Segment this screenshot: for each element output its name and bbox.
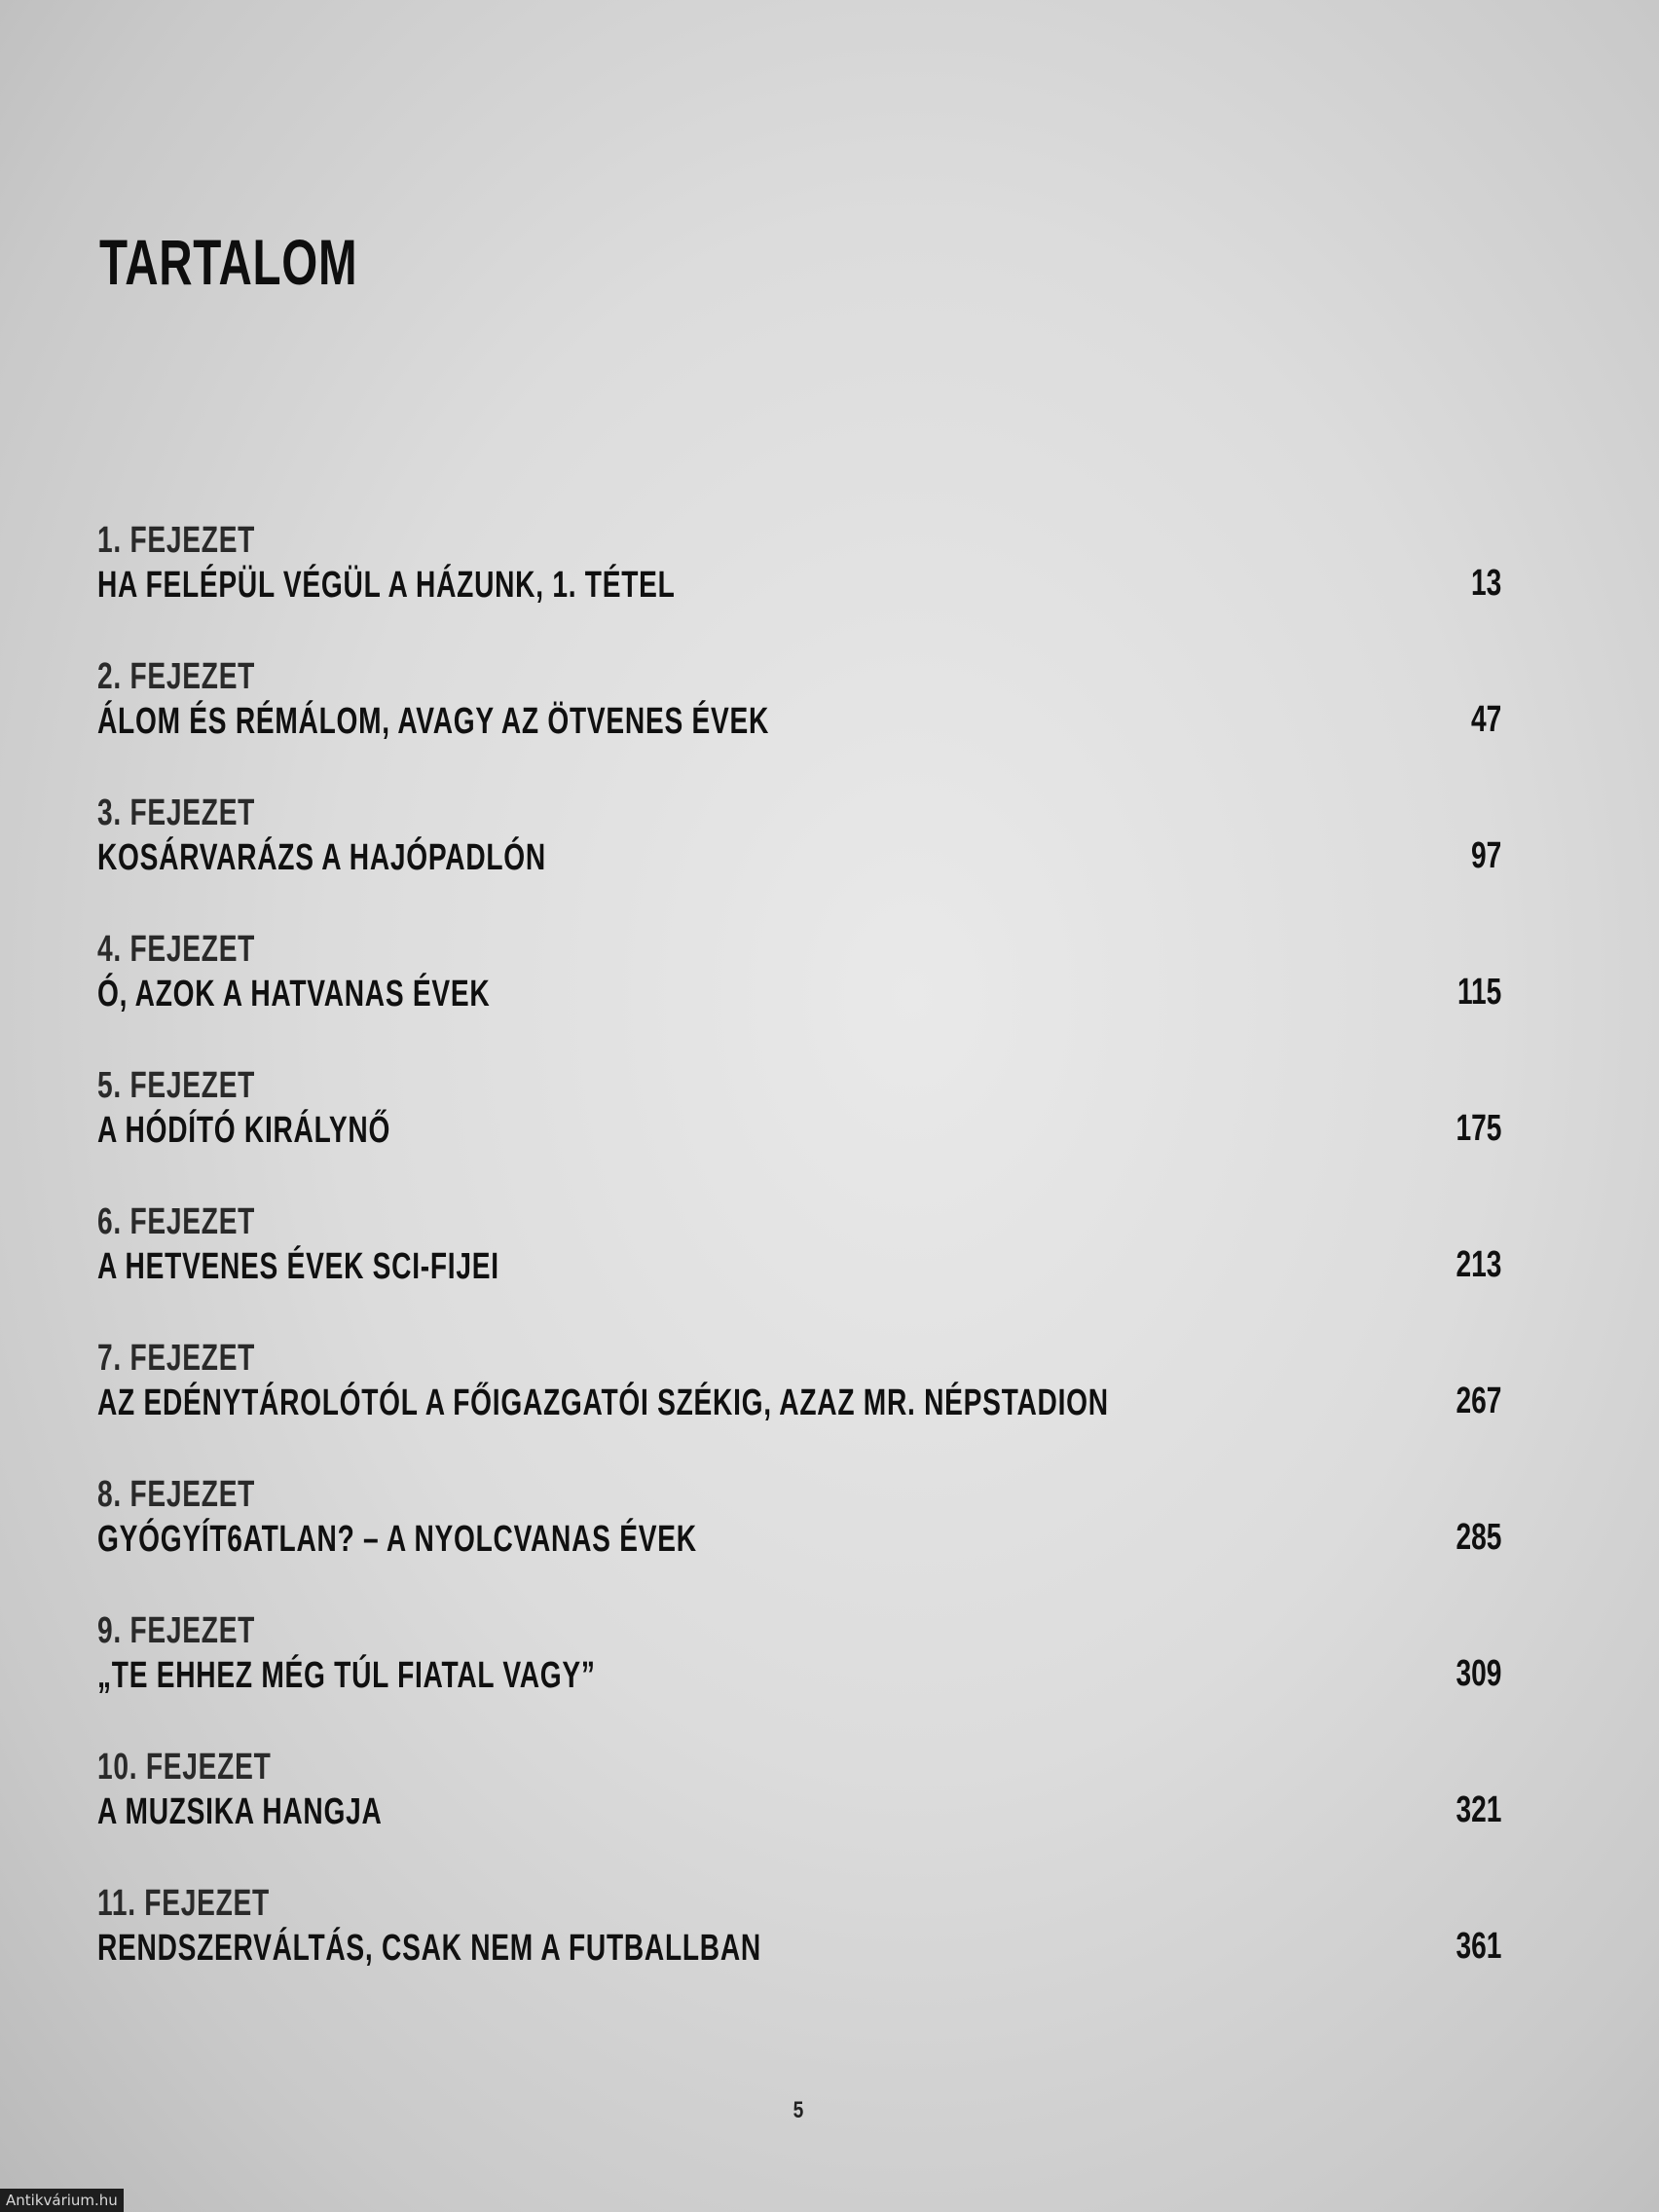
toc-entry — [97, 927, 1501, 1063]
chapter-page-number: 285 — [1456, 1517, 1501, 1558]
toc-entry — [97, 1336, 1501, 1472]
chapter-title: AZ EDÉNYTÁROLÓTÓL A FŐIGAZGATÓI SZÉKIG, AZAZ MR. NÉPSTADION — [97, 1382, 1109, 1423]
chapter-page-number: 309 — [1456, 1653, 1501, 1694]
chapter-number: 6. FEJEZET — [97, 1201, 256, 1242]
chapter-page-number: 13 — [1470, 563, 1501, 604]
chapter-page-number: 115 — [1456, 972, 1501, 1013]
chapter-number: 2. FEJEZET — [97, 656, 256, 697]
chapter-page-number: 213 — [1456, 1244, 1501, 1285]
table-of-contents — [97, 518, 1501, 2017]
chapter-page-number: 97 — [1470, 835, 1501, 876]
toc-entry — [97, 1199, 1501, 1336]
chapter-number: 1. FEJEZET — [97, 520, 256, 561]
chapter-number: 5. FEJEZET — [97, 1065, 256, 1106]
toc-entry — [97, 518, 1501, 654]
toc-entry — [97, 1608, 1501, 1745]
chapter-number: 4. FEJEZET — [97, 929, 256, 970]
chapter-title: ÁLOM ÉS RÉMÁLOM, AVAGY AZ ÖTVENES ÉVEK — [97, 701, 770, 742]
chapter-title: A HETVENES ÉVEK SCI-FIJEI — [97, 1246, 499, 1287]
page-number: 5 — [793, 2097, 804, 2123]
toc-entry — [97, 1063, 1501, 1199]
chapter-page-number: 175 — [1456, 1108, 1501, 1149]
chapter-page-number: 267 — [1456, 1381, 1501, 1421]
chapter-number: 8. FEJEZET — [97, 1474, 256, 1515]
chapter-page-number: 47 — [1470, 699, 1501, 740]
chapter-page-number: 361 — [1456, 1926, 1501, 1967]
watermark: Antikvárium.hu — [0, 2189, 124, 2212]
toc-entry — [97, 1472, 1501, 1608]
chapter-number: 10. FEJEZET — [97, 1747, 272, 1788]
chapter-title: GYÓGYÍT6ATLAN? – A NYOLCVANAS ÉVEK — [97, 1519, 697, 1560]
chapter-page-number: 321 — [1456, 1789, 1501, 1830]
chapter-title: A MUZSIKA HANGJA — [97, 1791, 383, 1832]
page-title: TARTALOM — [99, 226, 358, 298]
chapter-title: RENDSZERVÁLTÁS, CSAK NEM A FUTBALLBAN — [97, 1928, 761, 1969]
chapter-number: 3. FEJEZET — [97, 793, 256, 833]
chapter-number: 9. FEJEZET — [97, 1610, 256, 1651]
chapter-title: Ó, AZOK A HATVANAS ÉVEK — [97, 974, 491, 1014]
chapter-number: 7. FEJEZET — [97, 1338, 256, 1379]
chapter-number: 11. FEJEZET — [97, 1883, 270, 1924]
toc-entry — [97, 791, 1501, 927]
toc-entry — [97, 654, 1501, 791]
chapter-title: HA FELÉPÜL VÉGÜL A HÁZUNK, 1. TÉTEL — [97, 565, 676, 606]
chapter-title: KOSÁRVARÁZS A HAJÓPADLÓN — [97, 837, 546, 878]
chapter-title: „TE EHHEZ MÉG TÚL FIATAL VAGY” — [97, 1655, 596, 1696]
chapter-title: A HÓDÍTÓ KIRÁLYNŐ — [97, 1110, 391, 1151]
toc-entry — [97, 1881, 1501, 2017]
toc-entry — [97, 1745, 1501, 1881]
